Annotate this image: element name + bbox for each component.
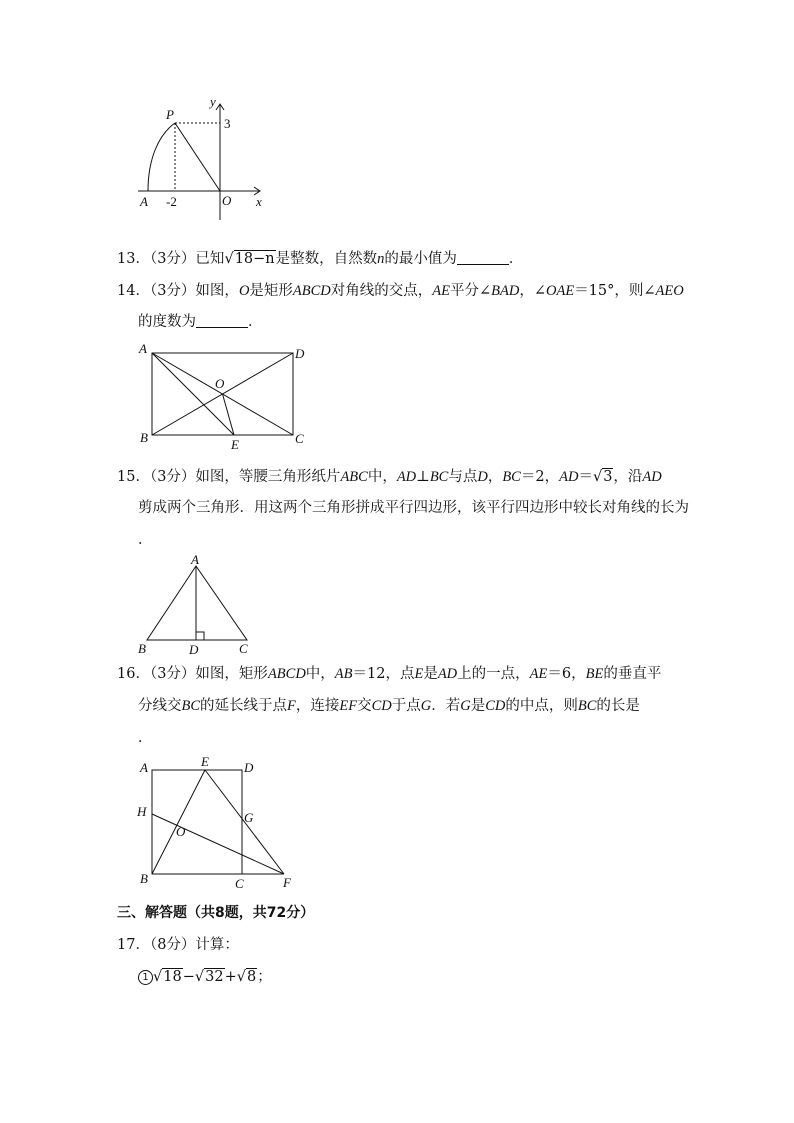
- question-13: 13．（3分）已知√18−n是整数，自然数n的最小值为 ．: [117, 251, 524, 267]
- sqrt-3: √3: [592, 469, 613, 485]
- label-D: D: [295, 346, 305, 361]
- figure-q14: [135, 340, 315, 455]
- label-H: H: [137, 804, 147, 819]
- label-y: y: [210, 94, 216, 109]
- label-O: O: [215, 376, 225, 391]
- arc-AP: [148, 123, 175, 191]
- label-C: C: [239, 641, 248, 656]
- label-P: P: [166, 107, 174, 122]
- label-A: A: [139, 341, 147, 356]
- triangle-ABC: [147, 566, 247, 640]
- segment-BE: [152, 770, 205, 874]
- question-16-line2: 分线交BC的延长线于点F，连接EF交CD于点G．若G是CD的中点，则BC的长是: [138, 698, 640, 714]
- question-15-line2: 剪成两个三角形．用这两个三角形拼成平行四边形，该平行四边形中较长对角线的长为: [138, 500, 689, 516]
- question-15-line3: ．: [138, 532, 153, 548]
- label-B: B: [138, 641, 146, 656]
- label-C: C: [295, 431, 304, 446]
- question-17: 17．（8分）计算：: [117, 937, 239, 953]
- sqrt-18: √18: [153, 969, 182, 985]
- label-E: E: [201, 754, 209, 769]
- figure-q16: [132, 752, 302, 892]
- label-x: x: [256, 194, 262, 209]
- label-A: A: [140, 760, 148, 775]
- label-F: F: [283, 875, 291, 890]
- section-3-heading: 三、解答题（共8题，共72分）: [117, 905, 315, 921]
- figure-q12: [130, 90, 270, 220]
- label-3: 3: [224, 116, 231, 131]
- question-14-line2: 的度数为 ．: [138, 314, 263, 330]
- label-A: A: [191, 552, 199, 567]
- right-angle-mark: [196, 632, 204, 640]
- label-C: C: [235, 876, 244, 891]
- label-A: A: [140, 194, 148, 209]
- question-16-line3: ．: [138, 730, 153, 746]
- question-15: 15．（3分）如图，等腰三角形纸片ABC中，AD⊥BC与点D，BC＝2，AD＝√3，沿AD: [117, 469, 662, 485]
- label-D: D: [189, 642, 199, 657]
- segment-HF: [152, 814, 284, 874]
- label-G: G: [244, 810, 254, 825]
- label-B: B: [140, 430, 148, 445]
- label-B: B: [140, 871, 148, 886]
- label-D: D: [244, 760, 254, 775]
- sqrt-8: √8: [236, 969, 257, 985]
- figure-q15: [132, 550, 262, 660]
- q13-number: 13．（3分）已知: [117, 251, 225, 267]
- answer-blank[interactable]: [196, 313, 248, 328]
- answer-blank[interactable]: [457, 250, 509, 265]
- label-O: O: [222, 193, 232, 208]
- label-O: O: [176, 824, 186, 839]
- label-E: E: [231, 437, 239, 452]
- label-minus2: -2: [166, 194, 177, 209]
- circled-number: 1: [138, 970, 153, 985]
- question-17-part1: 1 √18−√32+√8；: [138, 967, 272, 987]
- question-16: 16．（3分）如图，矩形ABCD中，AB＝12，点E是AD上的一点，AE＝6，BE的垂直平: [117, 666, 662, 682]
- segment-PO: [175, 123, 220, 191]
- sqrt-18-n: √18−n: [224, 251, 275, 267]
- sqrt-32: √32: [194, 969, 224, 985]
- question-14: 14．（3分）如图，O是矩形ABCD对角线的交点，AE平分∠BAD，∠OAE＝15°，则∠AEO: [117, 283, 684, 299]
